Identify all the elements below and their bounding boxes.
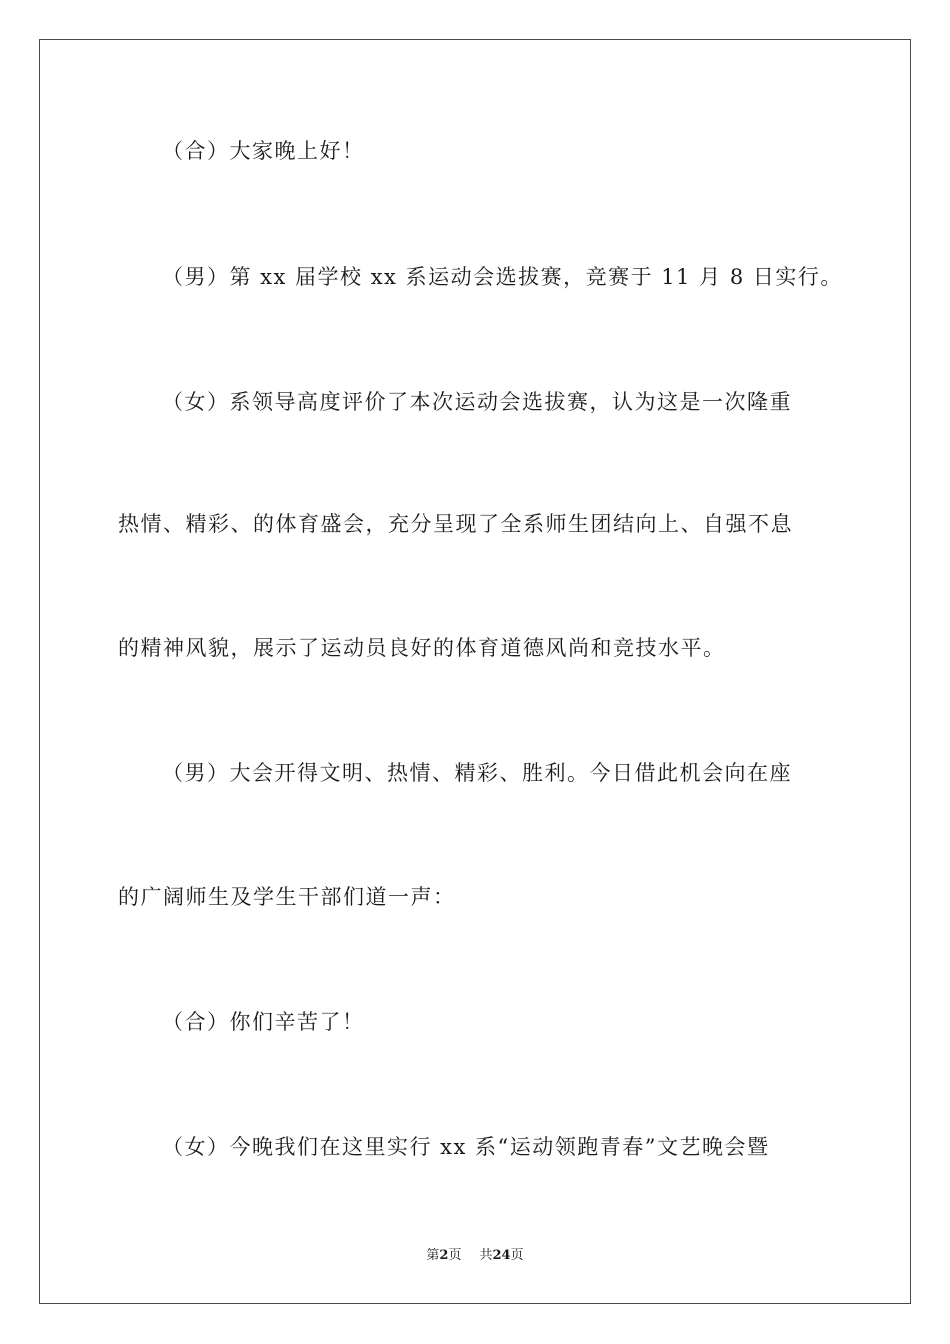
paragraph-line: （合）大家晚上好！ xyxy=(162,139,365,163)
page-number-prefix: 第 xyxy=(426,1248,440,1263)
page-number: 2 xyxy=(439,1248,449,1263)
paragraph-line: （女）今晚我们在这里实行 xx 系“运动领跑青春”文艺晚会暨 xyxy=(162,1135,770,1159)
paragraph-line: （合）你们辛苦了！ xyxy=(162,1010,365,1034)
total-pages-suffix: 页 xyxy=(510,1248,524,1263)
total-pages-prefix: 共 xyxy=(479,1248,493,1263)
paragraph-line: （男）大会开得文明、热情、精彩、胜利。今日借此机会向在座 xyxy=(162,761,792,785)
paragraph-line: 的精神风貌，展示了运动员良好的体育道德风尚和竞技水平。 xyxy=(118,636,726,660)
page-border xyxy=(39,39,911,1304)
paragraph-line: （女）系领导高度评价了本次运动会选拔赛，认为这是一次隆重 xyxy=(162,390,792,414)
page-footer xyxy=(0,1247,950,1265)
paragraph-line: 的广阔师生及学生干部们道一声： xyxy=(118,885,456,909)
page-number-suffix: 页 xyxy=(448,1248,462,1263)
total-pages: 24 xyxy=(492,1248,511,1263)
paragraph-line: 热情、精彩、的体育盛会，充分呈现了全系师生团结向上、自强不息 xyxy=(118,512,793,536)
paragraph-line: （男）第 xx 届学校 xx 系运动会选拔赛，竞赛于 11 月 8 日实行。 xyxy=(162,265,843,289)
